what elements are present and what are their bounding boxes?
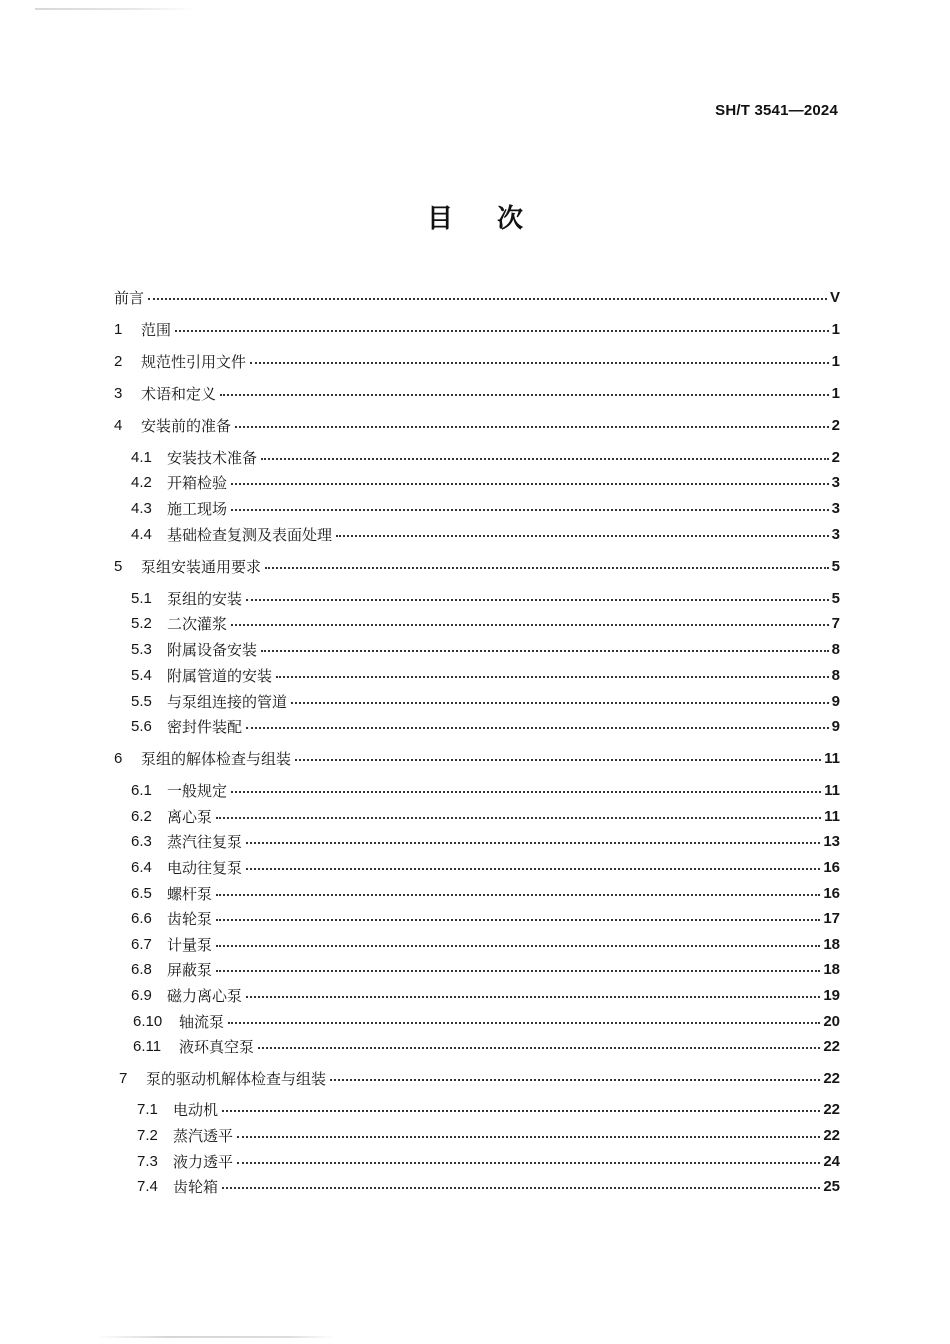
toc-entry-number: 5 xyxy=(114,557,123,575)
toc-dot-leader xyxy=(291,702,829,704)
toc-entry-title: 轴流泵 xyxy=(179,1012,225,1031)
toc-entry xyxy=(131,523,840,545)
toc-entry-number: 2 xyxy=(114,352,123,370)
toc-entry-title: 二次灌浆 xyxy=(167,614,228,633)
toc-entry-number: 6.2 xyxy=(131,807,152,825)
toc-entry-number: 4.2 xyxy=(131,473,152,491)
toc-page-number: 5 xyxy=(831,557,840,575)
toc-entry-title: 开箱检验 xyxy=(167,473,228,492)
toc-dot-leader xyxy=(246,996,820,998)
toc-entry-number: 4 xyxy=(114,416,123,434)
toc-entry-number: 6.9 xyxy=(131,986,152,1004)
toc-dot-leader xyxy=(246,868,820,870)
toc-entry-title: 施工现场 xyxy=(167,499,228,518)
toc-page-number: 1 xyxy=(831,384,840,402)
toc-entry xyxy=(114,350,840,372)
toc-entry-title: 附属管道的安装 xyxy=(167,666,273,685)
toc-page-number: 22 xyxy=(823,1069,840,1087)
toc-entry-title: 术语和定义 xyxy=(141,384,217,403)
toc-page-number: 3 xyxy=(831,525,840,543)
toc-entry xyxy=(131,830,840,852)
toc-dot-leader xyxy=(216,817,821,819)
toc-page-number: 20 xyxy=(823,1012,840,1030)
toc-entry-title: 螺杆泵 xyxy=(167,884,213,903)
toc-dot-leader xyxy=(237,1162,820,1164)
toc-dot-leader xyxy=(246,842,820,844)
toc-entry-title: 基础检查复测及表面处理 xyxy=(167,525,333,544)
toc-entry-title: 泵的驱动机解体检查与组装 xyxy=(146,1069,327,1088)
toc-entry-title: 规范性引用文件 xyxy=(141,352,247,371)
toc-entry xyxy=(114,318,840,340)
toc-entry-title: 液环真空泵 xyxy=(179,1037,255,1056)
standard-code: SH/T 3541—2024 xyxy=(715,102,838,119)
toc-entry-title: 液力透平 xyxy=(173,1152,234,1171)
toc-dot-leader xyxy=(336,535,829,537)
toc-page-number: 8 xyxy=(831,640,840,658)
toc-entry xyxy=(137,1175,840,1197)
toc-page-number: 5 xyxy=(831,589,840,607)
toc-entry xyxy=(114,382,840,404)
toc-entry-number: 7 xyxy=(119,1069,128,1087)
toc-entry xyxy=(131,856,840,878)
toc-page-number: 9 xyxy=(831,692,840,710)
toc-page-number: 11 xyxy=(824,749,840,767)
toc-dot-leader xyxy=(265,567,829,569)
toc-dot-leader xyxy=(222,1110,820,1112)
toc-entry-title: 泵组的解体检查与组装 xyxy=(141,749,292,768)
toc-dot-leader xyxy=(235,426,829,428)
toc-entry-number: 6.7 xyxy=(131,935,152,953)
toc-page-number: 22 xyxy=(823,1037,840,1055)
toc-entry-number: 5.5 xyxy=(131,692,152,710)
toc-entry xyxy=(133,1035,840,1057)
toc-dot-leader xyxy=(216,945,820,947)
toc-entry-number: 7.1 xyxy=(137,1100,158,1118)
toc-entry-number: 1 xyxy=(114,320,123,338)
toc-dot-leader xyxy=(295,759,821,761)
toc-entry xyxy=(131,882,840,904)
scan-artifact-bottom xyxy=(95,1336,335,1338)
toc-dot-leader xyxy=(330,1079,820,1081)
toc-page-number: 1 xyxy=(831,352,840,370)
toc-entry-title: 电动往复泵 xyxy=(167,858,243,877)
page-title: 目次 xyxy=(426,204,567,234)
toc-entry-number: 6.3 xyxy=(131,832,152,850)
toc-entry-number: 6.1 xyxy=(131,781,152,799)
toc-entry xyxy=(114,286,840,308)
toc-entry-number: 5.6 xyxy=(131,717,152,735)
toc-entry-title: 蒸汽往复泵 xyxy=(167,832,243,851)
toc-entry-number: 6.6 xyxy=(131,909,152,927)
toc-dot-leader xyxy=(148,298,827,300)
toc-dot-leader xyxy=(258,1047,820,1049)
toc-page-number: 3 xyxy=(831,499,840,517)
toc-page-number: 3 xyxy=(831,473,840,491)
toc-entry-title: 密封件装配 xyxy=(167,717,243,736)
toc-dot-leader xyxy=(246,599,829,601)
toc-entry xyxy=(131,690,840,712)
toc-entry xyxy=(131,984,840,1006)
toc-entry-title: 与泵组连接的管道 xyxy=(167,692,288,711)
toc-entry xyxy=(131,779,840,801)
toc-entry xyxy=(131,805,840,827)
toc-entry-number: 5.1 xyxy=(131,589,152,607)
toc-dot-leader xyxy=(216,919,820,921)
toc-page-number: 17 xyxy=(823,909,840,927)
toc-entry-title: 计量泵 xyxy=(167,935,213,954)
toc-page-number: 11 xyxy=(824,807,840,825)
toc-entry xyxy=(131,446,840,468)
toc-entry-title: 屏蔽泵 xyxy=(167,960,213,979)
toc-entry xyxy=(114,414,840,436)
toc-entry xyxy=(131,907,840,929)
toc-entry xyxy=(131,587,840,609)
toc-entry-number: 5.4 xyxy=(131,666,152,684)
toc-entry xyxy=(131,715,840,737)
toc-entry-number: 7.3 xyxy=(137,1152,158,1170)
toc-page-number: 24 xyxy=(823,1152,840,1170)
toc-entry-number: 6.10 xyxy=(133,1012,163,1030)
toc-page-number: 2 xyxy=(831,448,840,466)
toc-entry xyxy=(131,933,840,955)
toc-entry-number: 7.2 xyxy=(137,1126,158,1144)
toc-dot-leader xyxy=(237,1136,820,1138)
toc-page-number: 7 xyxy=(831,614,840,632)
toc-entry xyxy=(133,1010,840,1032)
toc-entry-title: 电动机 xyxy=(173,1100,219,1119)
toc-entry-number: 6.5 xyxy=(131,884,152,902)
toc-entry-title: 齿轮箱 xyxy=(173,1177,219,1196)
toc-entry-number: 6 xyxy=(114,749,123,767)
toc-entry-number: 5.2 xyxy=(131,614,152,632)
toc-entry-title: 一般规定 xyxy=(167,781,228,800)
toc-page-number: 8 xyxy=(831,666,840,684)
toc-entry xyxy=(119,1067,840,1089)
toc-entry xyxy=(114,555,840,577)
toc-page-number: 22 xyxy=(823,1126,840,1144)
toc-dot-leader xyxy=(276,676,829,678)
toc-page-number: 19 xyxy=(823,986,840,1004)
toc-page-number: 11 xyxy=(824,781,840,799)
toc-page-number: 2 xyxy=(831,416,840,434)
toc-dot-leader xyxy=(250,362,829,364)
toc-dot-leader xyxy=(175,330,829,332)
toc-dot-leader xyxy=(228,1022,820,1024)
toc-entry-number: 5.3 xyxy=(131,640,152,658)
toc-entry-number: 4.4 xyxy=(131,525,152,543)
toc-entry xyxy=(131,664,840,686)
toc-entry-title: 磁力离心泵 xyxy=(167,986,243,1005)
toc-page-number: 18 xyxy=(823,935,840,953)
toc-entry xyxy=(137,1124,840,1146)
toc-entry-title: 泵组安装通用要求 xyxy=(141,557,262,576)
toc-entry-title: 蒸汽透平 xyxy=(173,1126,234,1145)
toc-entry xyxy=(131,471,840,493)
toc-page-number: 25 xyxy=(823,1177,840,1195)
toc-dot-leader xyxy=(220,394,829,396)
toc-entry-number: 4.1 xyxy=(131,448,152,466)
toc-entry-title: 离心泵 xyxy=(167,807,213,826)
toc-entry xyxy=(137,1150,840,1172)
toc-page-number: 16 xyxy=(823,884,840,902)
toc-entry xyxy=(131,612,840,634)
toc-dot-leader xyxy=(231,509,829,511)
toc-entry-title: 范围 xyxy=(141,320,172,339)
toc-dot-leader xyxy=(216,894,820,896)
toc-page-number: 18 xyxy=(823,960,840,978)
toc-dot-leader xyxy=(261,650,829,652)
toc-entry xyxy=(114,747,840,769)
toc-entry-number: 7.4 xyxy=(137,1177,158,1195)
toc-entry-number: 6.8 xyxy=(131,960,152,978)
toc-dot-leader xyxy=(261,458,829,460)
toc-entry-number: 4.3 xyxy=(131,499,152,517)
toc-entry xyxy=(137,1098,840,1120)
toc-page-number: 1 xyxy=(831,320,840,338)
toc-dot-leader xyxy=(231,624,829,626)
toc-page-number: V xyxy=(829,288,840,306)
toc-entry-title: 泵组的安装 xyxy=(167,589,243,608)
toc-page-number: 13 xyxy=(823,832,840,850)
toc-entry xyxy=(131,497,840,519)
toc-dot-leader xyxy=(246,727,829,729)
toc-entry-number: 6.11 xyxy=(133,1037,162,1055)
toc-entry-number: 3 xyxy=(114,384,123,402)
toc-dot-leader xyxy=(216,970,820,972)
toc-dot-leader xyxy=(231,483,829,485)
toc-entry-title: 附属设备安装 xyxy=(167,640,258,659)
toc-page-number: 22 xyxy=(823,1100,840,1118)
toc-entry-title: 安装前的准备 xyxy=(141,416,232,435)
toc-page-number: 16 xyxy=(823,858,840,876)
toc-dot-leader xyxy=(231,791,821,793)
toc-entry xyxy=(131,958,840,980)
toc-dot-leader xyxy=(222,1187,820,1189)
toc-entry-title: 齿轮泵 xyxy=(167,909,213,928)
toc-entry-number: 6.4 xyxy=(131,858,152,876)
toc-page-number: 9 xyxy=(831,717,840,735)
toc-entry xyxy=(131,638,840,660)
toc-entry-title: 安装技术准备 xyxy=(167,448,258,467)
toc-entry-title: 前言 xyxy=(114,288,145,307)
